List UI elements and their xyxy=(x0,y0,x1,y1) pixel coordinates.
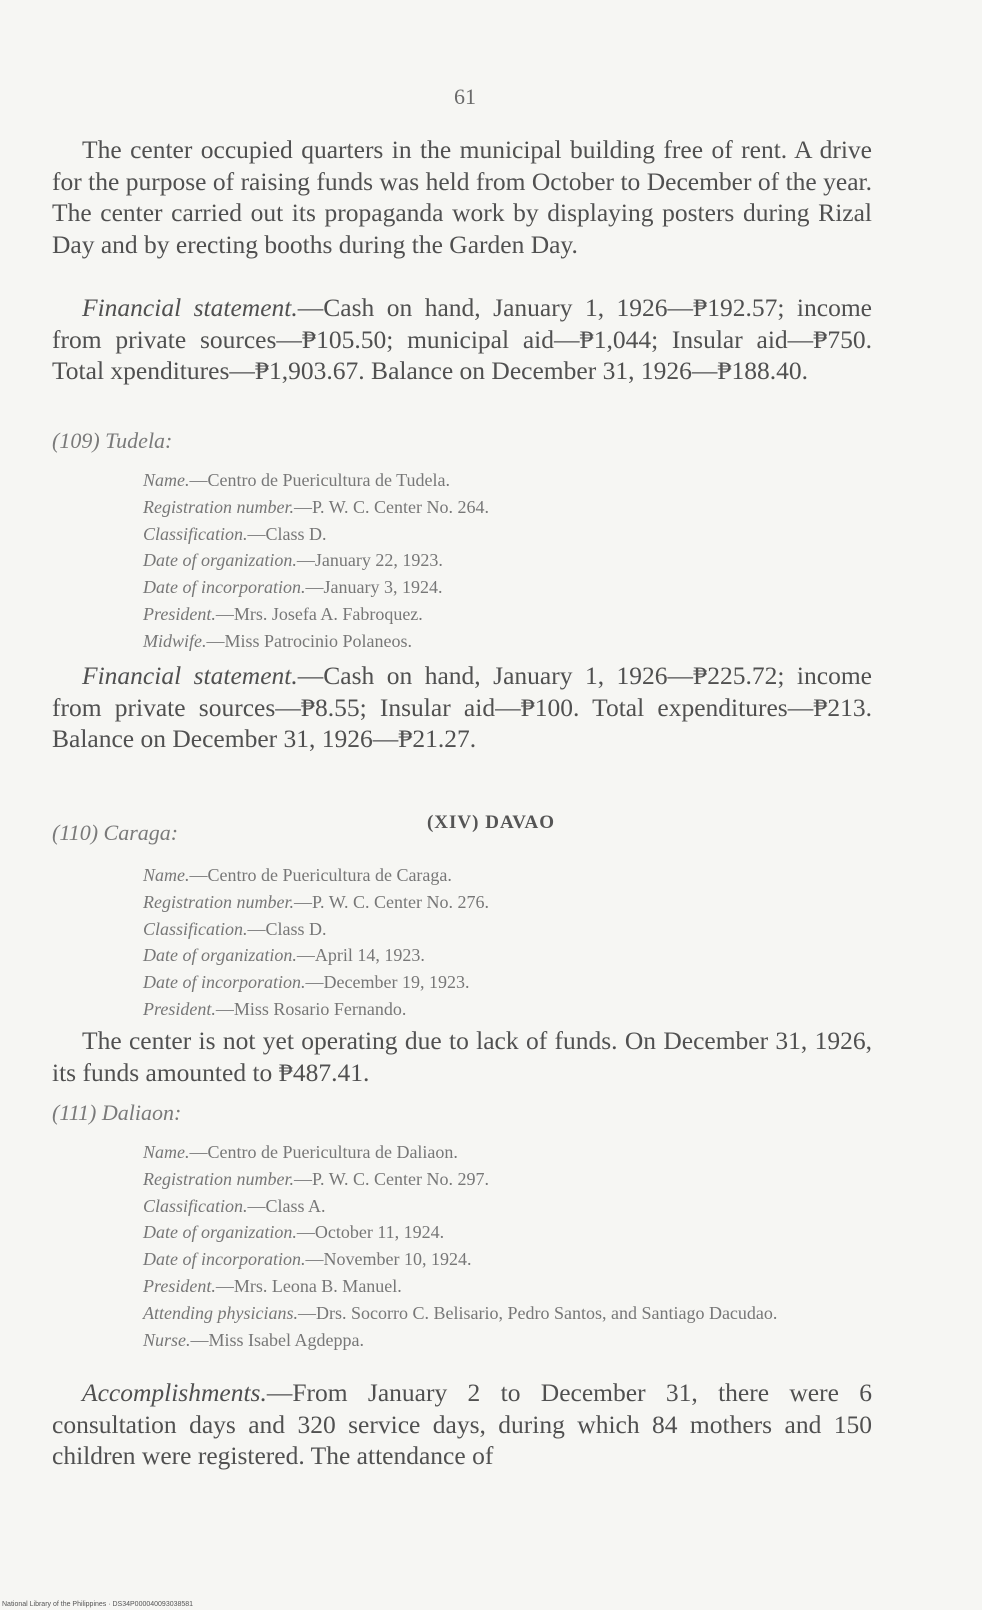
record-line xyxy=(143,1273,883,1300)
record-line xyxy=(143,601,883,628)
accomplishments-label: Accomplishments. xyxy=(82,1378,267,1407)
record-field-value: —Miss Rosario Fernando. xyxy=(215,998,407,1019)
record-field-label: Name. xyxy=(143,865,190,885)
financial-statement-label: Financial statement. xyxy=(82,661,298,690)
record-field-value: —January 22, 1923. xyxy=(296,550,443,571)
record-110 xyxy=(143,862,883,1023)
archive-footer: National Library of the Philippines · DS34P000040093038581 xyxy=(2,1601,194,1608)
record-field-label: President. xyxy=(143,1275,216,1296)
record-field-value: —P. W. C. Center No. 276. xyxy=(294,891,490,912)
record-field-label: Date of incorporation. xyxy=(143,577,306,598)
record-field-label: Name. xyxy=(143,1142,190,1162)
financial-statement-label: Financial statement. xyxy=(82,293,298,322)
record-line xyxy=(143,1139,883,1166)
record-111 xyxy=(143,1139,883,1353)
record-field-label: Classification. xyxy=(143,918,248,939)
page-number: 61 xyxy=(454,84,476,109)
record-line xyxy=(143,942,883,969)
entry-heading-109: (109) Tudela: xyxy=(52,428,173,453)
paragraph-center-quarters xyxy=(52,134,872,260)
record-field-label: Midwife. xyxy=(143,630,207,651)
record-field-value: —Miss Isabel Agdeppa. xyxy=(190,1329,364,1350)
record-field-label: President. xyxy=(143,603,216,624)
record-field-value: —November 10, 1924. xyxy=(305,1249,472,1270)
record-field-label: President. xyxy=(143,998,216,1019)
record-line xyxy=(143,494,883,521)
section-title-davao: (XIV) DAVAO xyxy=(426,812,555,833)
record-field-label: Date of incorporation. xyxy=(143,972,306,993)
record-line xyxy=(143,862,883,889)
record-field-value: —Centro de Puericultura de Caraga. xyxy=(189,865,452,885)
record-field-value: —Miss Patrocinio Polaneos. xyxy=(206,630,412,651)
record-field-value: —Centro de Puericultura de Tudela. xyxy=(189,470,450,490)
paragraph-text: The center occupied quarters in the municipal building free of rent. A drive for the purpose of raising funds was held from October to December of the year. The center carried out its propaganda work by displaying posters during Rizal Day and by erecting booths during the Garden Day. xyxy=(52,135,872,259)
record-line xyxy=(143,521,883,548)
record-field-label: Registration number. xyxy=(143,496,294,517)
record-field-label: Registration number. xyxy=(143,891,294,912)
record-field-label: Attending physicians. xyxy=(143,1302,298,1323)
record-line xyxy=(143,1166,883,1193)
record-field-value: —October 11, 1924. xyxy=(296,1222,445,1243)
record-field-label: Classification. xyxy=(143,1195,248,1216)
record-field-label: Registration number. xyxy=(143,1168,294,1189)
record-line xyxy=(143,889,883,916)
record-field-value: —January 3, 1924. xyxy=(305,577,443,598)
record-line xyxy=(143,1246,883,1273)
record-field-value: —Class D. xyxy=(247,918,327,939)
record-line xyxy=(143,1300,883,1327)
record-line xyxy=(143,1327,883,1354)
record-field-value: —P. W. C. Center No. 297. xyxy=(294,1168,490,1189)
record-line xyxy=(143,1193,883,1220)
entry-heading-111: (111) Daliaon: xyxy=(52,1100,182,1125)
record-field-label: Date of organization. xyxy=(143,945,297,966)
record-line xyxy=(143,916,883,943)
record-line xyxy=(143,574,883,601)
paragraph-accomplishments xyxy=(52,1377,872,1472)
record-field-value: —Class D. xyxy=(247,523,327,544)
record-line xyxy=(143,996,883,1023)
record-field-label: Date of organization. xyxy=(143,550,297,571)
record-line xyxy=(143,467,883,494)
paragraph-not-operating xyxy=(52,1025,872,1088)
paragraph-financial-statement-108 xyxy=(52,292,872,387)
record-field-label: Name. xyxy=(143,470,190,490)
record-field-value: —P. W. C. Center No. 264. xyxy=(294,496,490,517)
record-field-value: —April 14, 1923. xyxy=(296,945,425,966)
record-field-label: Date of incorporation. xyxy=(143,1249,306,1270)
record-field-value: —Drs. Socorro C. Belisario, Pedro Santos, and Santiago Dacudao. xyxy=(297,1302,778,1323)
paragraph-financial-statement-109 xyxy=(52,660,872,755)
record-field-value: —Class A. xyxy=(247,1195,326,1216)
record-field-value: —Mrs. Leona B. Manuel. xyxy=(215,1275,402,1296)
record-line xyxy=(143,1219,883,1246)
record-line xyxy=(143,628,883,655)
paragraph-text: The center is not yet operating due to lack of funds. On December 31, 1926, its funds amounted to ₱487.41. xyxy=(52,1026,872,1087)
record-field-label: Classification. xyxy=(143,523,248,544)
record-line xyxy=(143,969,883,996)
entry-heading-110: (110) Caraga: xyxy=(52,820,179,845)
record-field-value: —December 19, 1923. xyxy=(305,972,470,993)
record-109 xyxy=(143,467,883,655)
record-field-label: Date of organization. xyxy=(143,1222,297,1243)
financial-statement-text: —Cash on hand, January 1, 1926—₱225.72; income from private sources—₱8.55; Insular aid—₱100. Total expenditures—₱213. Balance on December 31, 1926—₱21.27. xyxy=(52,661,872,753)
record-field-label: Nurse. xyxy=(143,1329,191,1350)
record-line xyxy=(143,547,883,574)
accomplishments-text: —From January 2 to December 31, there were 6 consultation days and 320 service days, during which 84 mothers and 150 children were registered. The attendance of xyxy=(52,1378,872,1470)
financial-statement-text: —Cash on hand, January 1, 1926—₱192.57; income from private sources—₱105.50; municipal aid—₱1,044; Insular aid—₱750. Total xpenditures—₱1,903.67. Balance on December 31, 1926—₱188.40. xyxy=(52,293,872,385)
record-field-value: —Centro de Puericultura de Daliaon. xyxy=(189,1142,458,1162)
record-field-value: —Mrs. Josefa A. Fabroquez. xyxy=(215,603,423,624)
